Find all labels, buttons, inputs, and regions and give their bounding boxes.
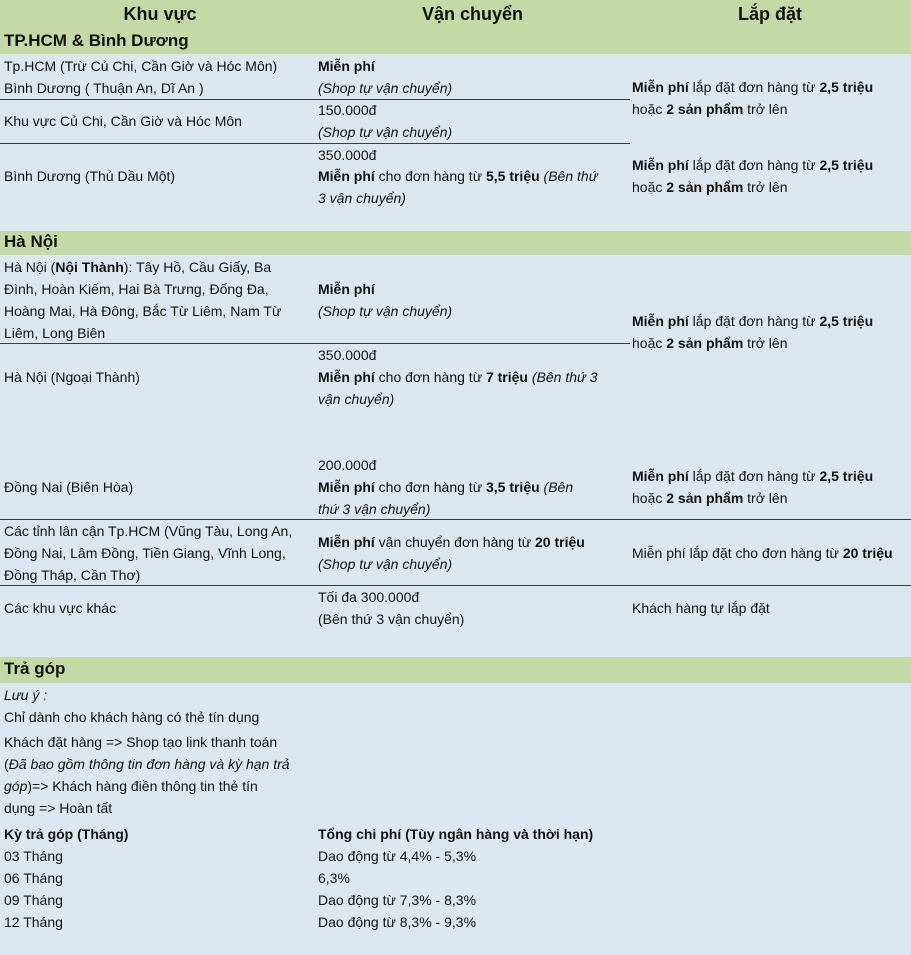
ship-hanoi-outer-free: Miễn phí cho đơn hàng từ 7 triệu (Bên thứ 3 [318,369,598,385]
installment-term: 12 Tháng [4,914,63,930]
ship-nearby-note: (Shop tự vận chuyển) [318,556,453,572]
header-shipping: Vận chuyển [421,4,524,24]
ship-dongnai-free: Miễn phí cho đơn hàng từ 3,5 triệu (Bên [318,479,574,495]
install-dongnai-line2: hoặc 2 sản phẩm trở lên [632,490,788,506]
ship-tdm-note: 3 vận chuyển) [318,190,406,206]
area-binhduong-thuanan: Bình Dương ( Thuận An, Dĩ An ) [4,80,204,96]
install-hanoi: Miễn phí lắp đặt đơn hàng từ 2,5 triệu [632,313,874,329]
install-dongnai: Miễn phí lắp đặt đơn hàng từ 2,5 triệu [632,468,874,484]
ship-other-price: Tối đa 300.000đ [318,589,420,605]
installment-line5: dụng => Hoàn tất [4,800,113,816]
installment-cost: Dao động từ 4,4% - 5,3% [318,848,477,864]
area-hanoi-inner: Hà Nội (Nội Thành): Tây Hồ, Cầu Giấy, Ba [4,259,272,275]
installment-term: 03 Tháng [4,848,63,864]
ship-hcm-city-note: (Shop tự vận chuyển) [318,80,453,96]
divider [0,99,630,100]
ship-tdm-free: Miễn phí cho đơn hàng từ 5,5 triệu (Bên thứ [318,168,598,184]
area-dongnai: Đồng Nai (Biên Hòa) [4,479,134,495]
installment-line4: góp)=> Khách hàng điền thông tin thẻ tín [4,778,258,794]
installment-cost: Dao động từ 7,3% - 8,3% [318,892,477,908]
section-hanoi: Hà Nội [4,232,58,251]
ship-hanoi-inner-note: (Shop tự vận chuyển) [318,303,453,319]
ship-cuchi-note: (Shop tự vận chuyển) [318,124,453,140]
ship-dongnai-price: 200.000đ [318,457,377,473]
area-hcm-city: Tp.HCM (Trừ Củ Chi, Cần Giờ và Hóc Môn) [4,58,278,74]
area-hanoi-inner-line3: Hoàng Mai, Hà Đông, Bắc Từ Liêm, Nam Từ [4,303,282,319]
section-installment-bar [0,657,911,683]
ship-hanoi-outer-note: vận chuyển) [318,391,395,407]
ship-hanoi-inner: Miễn phí [318,281,375,297]
install-hcm: Miễn phí lắp đặt đơn hàng từ 2,5 triệu [632,79,874,95]
area-nearby-provinces-line2: Đồng Nai, Lâm Đồng, Tiền Giang, Vĩnh Long, [4,545,286,561]
area-cuchi: Khu vực Củ Chi, Cần Giờ và Hóc Môn [4,113,242,129]
installment-term: 09 Tháng [4,892,63,908]
header-installation: Lắp đặt [737,4,802,24]
divider [0,585,911,586]
installment-cost: 6,3% [318,870,350,886]
header-area: Khu vực [123,4,197,24]
install-tdm: Miễn phí lắp đặt đơn hàng từ 2,5 triệu [632,157,874,173]
area-hanoi-inner-line2: Đình, Hoàn Kiếm, Hai Bà Trưng, Đống Đa, [4,281,269,297]
install-hanoi-line2: hoặc 2 sản phẩm trở lên [632,335,788,351]
section-installment: Trả góp [4,659,66,678]
installment-line2: Khách đặt hàng => Shop tạo link thanh toán [4,734,278,750]
installment-line1: Chỉ dành cho khách hàng có thẻ tín dụng [4,709,260,725]
ship-cuchi-price: 150.000đ [318,102,377,118]
install-tdm-line2: hoặc 2 sản phẩm trở lên [632,179,788,195]
area-hanoi-outer: Hà Nội (Ngoại Thành) [4,369,140,385]
area-nearby-provinces-line3: Đồng Tháp, Cần Thơ) [4,567,141,583]
installment-term: 06 Tháng [4,870,63,886]
install-other: Khách hàng tự lắp đặt [632,600,770,616]
ship-hcm-city: Miễn phí [318,58,375,74]
ship-tdm-price: 350.000đ [318,147,377,163]
section-hanoi-bar [0,231,911,255]
ship-other-note: (Bên thứ 3 vận chuyển) [318,611,465,627]
install-nearby: Miễn phí lắp đặt cho đơn hàng từ 20 triệu [632,545,893,561]
ship-dongnai-note: thứ 3 vận chuyển) [318,501,431,517]
install-hcm-line2: hoặc 2 sản phẩm trở lên [632,101,788,117]
ship-nearby: Miễn phí vận chuyển đơn hàng từ 20 triệu [318,534,585,550]
area-nearby-provinces: Các tỉnh lân cận Tp.HCM (Vũng Tàu, Long An, [4,523,293,539]
installment-line3: (Đã bao gồm thông tin đơn hàng và kỳ hạn trả [4,756,290,772]
area-hanoi-inner-line4: Liêm, Long Biên [4,325,106,341]
area-tdm: Bình Dương (Thủ Dầu Một) [4,168,176,184]
area-other: Các khu vực khác [4,600,117,616]
divider [0,343,630,344]
section-hcm: TP.HCM & Bình Dương [4,31,189,50]
divider [0,143,630,144]
ship-hanoi-outer-price: 350.000đ [318,347,377,363]
installment-term-header: Kỳ trả góp (Tháng) [4,826,129,842]
installment-note-label: Lưu ý : [4,687,48,703]
installment-cost: Dao động từ 8,3% - 9,3% [318,914,477,930]
installment-cost-header: Tổng chi phí (Tùy ngân hàng và thời hạn) [318,826,594,842]
